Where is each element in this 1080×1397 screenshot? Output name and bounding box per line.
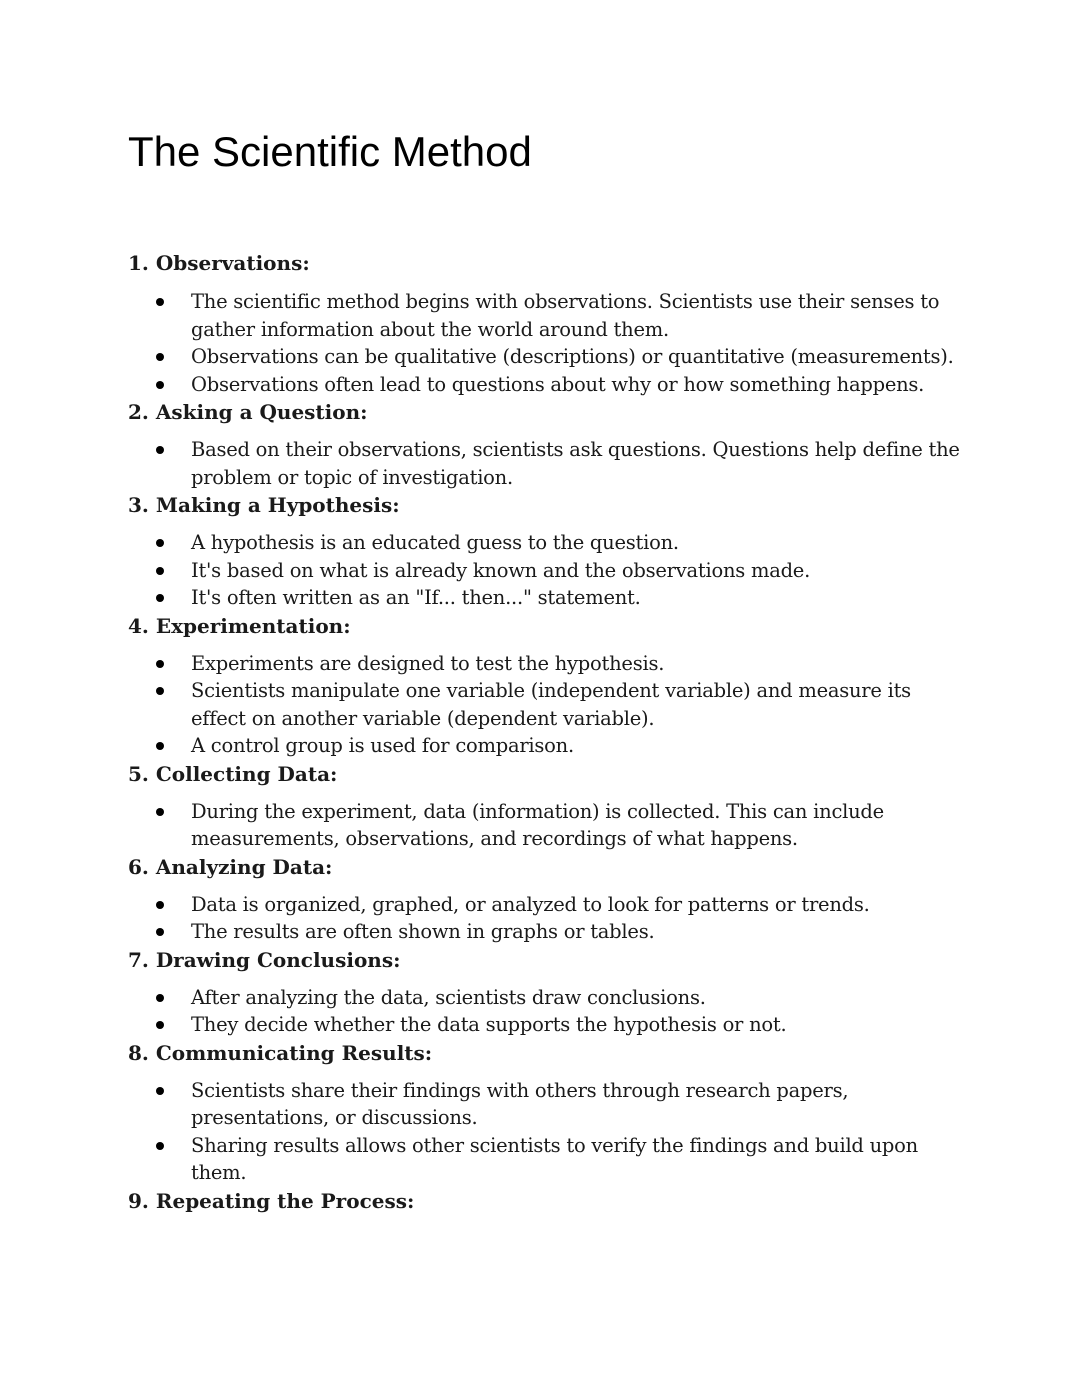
section-drawing-conclusions — [128, 946, 968, 1039]
bullet-icon — [156, 298, 164, 306]
bullet-icon — [156, 742, 164, 750]
bullet-list — [128, 436, 968, 491]
list-item — [128, 798, 968, 853]
section-heading: 4. Experimentation: — [128, 613, 351, 638]
bullet-icon — [156, 1021, 164, 1029]
list-item-text: A hypothesis is an educated guess to the question. — [191, 531, 679, 554]
document-body — [128, 249, 968, 1215]
section-experimentation — [128, 612, 968, 760]
section-communicating-results — [128, 1039, 968, 1187]
list-item-text: Scientists manipulate one variable (independent variable) and measure its effect on another variable (dependent variable). — [191, 679, 911, 730]
list-item-text: Data is organized, graphed, or analyzed to look for patterns or trends. — [191, 892, 870, 916]
bullet-list — [128, 529, 968, 612]
section-heading: 2. Asking a Question: — [128, 400, 368, 424]
bullet-icon — [156, 660, 164, 668]
section-repeating-the-process — [128, 1187, 968, 1215]
list-item — [128, 1132, 968, 1187]
section-heading: 6. Analyzing Data: — [128, 854, 333, 879]
section-observations — [128, 249, 968, 398]
section-heading: 3. Making a Hypothesis: — [128, 493, 400, 517]
section-heading: 1. Observations: — [128, 251, 310, 275]
list-item-text: Observations often lead to questions about why or how something happens. — [191, 372, 925, 396]
bullet-icon — [156, 687, 164, 695]
bullet-icon — [156, 446, 164, 454]
bullet-icon — [156, 381, 164, 389]
bullet-list — [128, 1077, 968, 1187]
bullet-list — [128, 798, 968, 853]
bullet-icon — [156, 539, 164, 547]
list-item-text: Experiments are designed to test the hypothesis. — [191, 651, 665, 675]
section-collecting-data — [128, 760, 968, 853]
section-heading: 5. Collecting Data: — [128, 761, 338, 786]
list-item — [128, 584, 968, 612]
list-item-text: It's often written as an "If... then..." statement. — [191, 586, 641, 609]
page-title: The Scientific Method — [128, 128, 532, 175]
list-item — [128, 288, 968, 343]
list-item — [128, 984, 968, 1012]
list-item — [128, 1077, 968, 1132]
section-heading: 8. Communicating Results: — [128, 1040, 433, 1065]
list-item — [128, 1011, 968, 1039]
bullet-icon — [156, 994, 164, 1002]
list-item — [128, 732, 968, 760]
bullet-list — [128, 984, 968, 1039]
bullet-icon — [156, 567, 164, 575]
list-item-text: After analyzing the data, scientists draw conclusions. — [191, 985, 706, 1009]
bullet-icon — [156, 594, 164, 602]
bullet-icon — [156, 1142, 164, 1150]
list-item-text: A control group is used for comparison. — [191, 734, 574, 757]
list-item — [128, 677, 968, 732]
list-item-text: Scientists share their findings with others through research papers, presentations, or discussions. — [191, 1078, 849, 1129]
list-item-text: Based on their observations, scientists ask questions. Questions help define the problem or topic of investigation. — [191, 438, 960, 489]
bullet-icon — [156, 808, 164, 816]
list-item-text: Sharing results allows other scientists to verify the findings and build upon them. — [191, 1133, 918, 1184]
list-item — [128, 371, 968, 399]
list-item-text: The results are often shown in graphs or tables. — [191, 920, 655, 943]
list-item — [128, 650, 968, 678]
section-asking-a-question — [128, 398, 968, 491]
bullet-icon — [156, 353, 164, 361]
bullet-icon — [156, 1087, 164, 1095]
bullet-icon — [156, 901, 164, 909]
list-item — [128, 529, 968, 557]
bullet-list — [128, 288, 968, 398]
list-item — [128, 891, 968, 919]
section-heading: 9. Repeating the Process: — [128, 1188, 415, 1213]
section-heading: 7. Drawing Conclusions: — [128, 947, 401, 972]
list-item-text: It's based on what is already known and the observations made. — [191, 558, 811, 582]
bullet-list — [128, 891, 968, 946]
list-item-text: Observations can be qualitative (descriptions) or quantitative (measurements). — [191, 345, 954, 368]
list-item — [128, 557, 968, 585]
section-analyzing-data — [128, 853, 968, 946]
bullet-list — [128, 650, 968, 760]
section-making-a-hypothesis — [128, 491, 968, 612]
list-item — [128, 918, 968, 946]
list-item — [128, 343, 968, 371]
list-item-text: They decide whether the data supports the hypothesis or not. — [191, 1013, 787, 1036]
list-item-text: The scientific method begins with observations. Scientists use their senses to gather information about the world around them. — [191, 290, 940, 341]
list-item-text: During the experiment, data (information) is collected. This can include measurements, observations, and recordings of what happens. — [191, 799, 884, 850]
bullet-icon — [156, 928, 164, 936]
list-item — [128, 436, 968, 491]
